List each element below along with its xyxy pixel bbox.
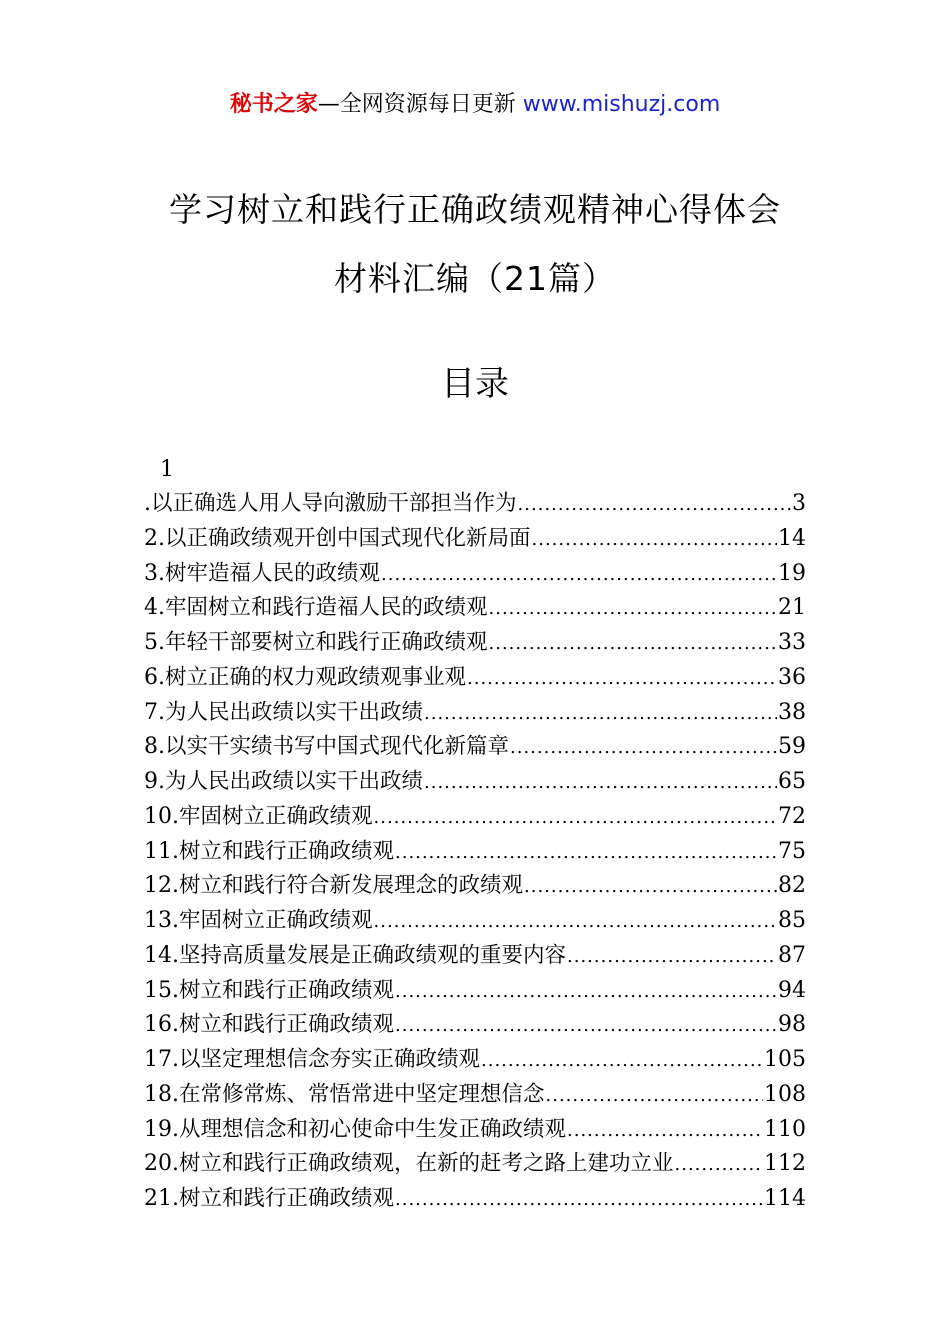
toc-entry-page: 105 bbox=[764, 1047, 806, 1072]
toc-leader-dots bbox=[374, 905, 777, 939]
toc-entry-number: 5. bbox=[144, 630, 165, 655]
toc-entry[interactable] bbox=[144, 1113, 806, 1148]
toc-entry-number: 17. bbox=[144, 1047, 179, 1072]
toc-entry[interactable] bbox=[144, 939, 806, 974]
site-header bbox=[0, 88, 950, 122]
toc-entry[interactable] bbox=[144, 487, 806, 522]
toc-leader-dots bbox=[467, 662, 777, 696]
toc-entry[interactable] bbox=[144, 626, 806, 661]
toc-entry-number: 3. bbox=[144, 560, 165, 586]
toc-entry[interactable] bbox=[144, 869, 806, 904]
toc-leader-dots bbox=[524, 870, 777, 904]
brand-name: 秘书之家 bbox=[229, 92, 318, 117]
toc-leader-dots bbox=[546, 1079, 763, 1113]
toc-leader-dots bbox=[489, 592, 777, 626]
toc-heading: 目录 bbox=[441, 364, 509, 404]
toc-entry[interactable] bbox=[144, 730, 806, 765]
document-title-line-1: 学习树立和践行正确政绩观精神心得体会 bbox=[169, 190, 781, 229]
toc-leader-dots bbox=[567, 940, 777, 974]
toc-entry-page: 75 bbox=[778, 838, 806, 864]
toc-entry-title: 以正确选人用人导向激励干部担当作为 bbox=[151, 491, 517, 516]
toc-entry-page: 14 bbox=[778, 525, 806, 551]
toc-leader-dots bbox=[567, 1114, 763, 1148]
toc-entry-page: 114 bbox=[764, 1186, 806, 1211]
toc-entry[interactable] bbox=[144, 661, 806, 696]
toc-leader-dots bbox=[374, 801, 777, 835]
toc-entry-title: 牢固树立正确政绩观 bbox=[179, 803, 373, 829]
toc-entry-title: 从理想信念和初心使命中生发正确政绩观 bbox=[179, 1116, 567, 1142]
header-tagline: —全网资源每日更新 bbox=[317, 92, 523, 117]
toc-entry-number: 21. bbox=[144, 1186, 179, 1211]
toc-entry-page: 65 bbox=[778, 769, 806, 794]
toc-entry-page: 59 bbox=[778, 734, 806, 760]
toc-entry[interactable] bbox=[144, 1008, 806, 1043]
toc-entry-page: 85 bbox=[778, 908, 806, 933]
toc-entry-page: 98 bbox=[778, 1012, 806, 1038]
toc-entry[interactable] bbox=[144, 1182, 806, 1217]
toc-entry-number: 7. bbox=[144, 699, 165, 725]
toc-entry-title: 以坚定理想信念夯实正确政绩观 bbox=[179, 1047, 481, 1072]
toc-leader-dots bbox=[395, 836, 777, 870]
toc-entry-title: 为人民出政绩以实干出政绩 bbox=[165, 699, 424, 725]
toc-leader-dots bbox=[424, 697, 777, 731]
toc-entry-page: 72 bbox=[778, 803, 806, 829]
toc-entry[interactable] bbox=[144, 974, 806, 1009]
table-of-contents bbox=[144, 487, 806, 1217]
toc-leader-dots bbox=[489, 627, 777, 661]
toc-leader-dots bbox=[395, 975, 777, 1009]
toc-leader-dots bbox=[675, 1148, 763, 1182]
toc-entry-title: 树立和践行符合新发展理念的政绩观 bbox=[179, 873, 524, 899]
toc-entry-title: 树立正确的权力观政绩观事业观 bbox=[165, 664, 467, 690]
toc-entry[interactable] bbox=[144, 835, 806, 870]
toc-entry-page: 110 bbox=[764, 1116, 806, 1142]
toc-entry-number: 16. bbox=[144, 1012, 179, 1038]
toc-leader-dots bbox=[395, 1009, 777, 1043]
toc-entry-number: 19. bbox=[144, 1116, 179, 1142]
toc-entry-page: 108 bbox=[764, 1081, 806, 1107]
toc-leader-dots bbox=[395, 1183, 763, 1217]
toc-entry[interactable] bbox=[144, 1043, 806, 1078]
toc-entry-page: 21 bbox=[778, 595, 806, 621]
toc-entry-number: 12. bbox=[144, 873, 179, 899]
toc-entry[interactable] bbox=[144, 522, 806, 557]
toc-entry-page: 33 bbox=[778, 630, 806, 655]
toc-entry-number: . bbox=[144, 491, 151, 516]
toc-entry-page: 82 bbox=[778, 873, 806, 899]
toc-leader-dots bbox=[381, 558, 777, 592]
toc-entry-title: 树牢造福人民的政绩观 bbox=[165, 560, 381, 586]
document-title-line-2: 材料汇编（21篇） bbox=[334, 259, 616, 298]
toc-entry[interactable] bbox=[144, 765, 806, 800]
toc-entry-number: 2. bbox=[144, 525, 165, 551]
toc-entry-number: 9. bbox=[144, 769, 165, 794]
toc-entry-page: 3 bbox=[792, 491, 806, 516]
toc-entry-page: 87 bbox=[778, 942, 806, 968]
toc-entry-title: 树立和践行正确政绩观，在新的赶考之路上建功立业 bbox=[179, 1151, 674, 1177]
toc-entry-number: 10. bbox=[144, 803, 179, 829]
toc-entry-number: 15. bbox=[144, 977, 179, 1003]
toc-entry-page: 94 bbox=[778, 977, 806, 1003]
toc-entry-title: 树立和践行正确政绩观 bbox=[179, 1186, 395, 1211]
toc-entry[interactable] bbox=[144, 1078, 806, 1113]
toc-leader-dots bbox=[510, 731, 777, 765]
toc-entry-title: 坚持高质量发展是正确政绩观的重要内容 bbox=[179, 942, 567, 968]
toc-entry-page: 19 bbox=[778, 560, 806, 586]
toc-entry-page: 36 bbox=[778, 664, 806, 690]
toc-entry-title: 树立和践行正确政绩观 bbox=[179, 838, 395, 864]
toc-entry[interactable] bbox=[144, 904, 806, 939]
toc-entry-number: 6. bbox=[144, 664, 165, 690]
toc-entry[interactable] bbox=[144, 696, 806, 731]
toc-entry-title: 树立和践行正确政绩观 bbox=[179, 977, 395, 1003]
toc-entry[interactable] bbox=[144, 591, 806, 626]
toc-entry-page: 38 bbox=[778, 699, 806, 725]
toc-entry-title: 在常修常炼、常悟常进中坚定理想信念 bbox=[179, 1081, 545, 1107]
toc-entry[interactable] bbox=[144, 1147, 806, 1182]
toc-entry-title: 树立和践行正确政绩观 bbox=[179, 1012, 395, 1038]
toc-entry-title: 牢固树立正确政绩观 bbox=[179, 908, 373, 933]
toc-entry-title: 以实干实绩书写中国式现代化新篇章 bbox=[165, 734, 510, 760]
toc-leader-dots bbox=[424, 766, 777, 800]
toc-entry-title: 牢固树立和践行造福人民的政绩观 bbox=[165, 595, 488, 621]
toc-first-entry-number: 1 bbox=[160, 457, 174, 482]
toc-entry[interactable] bbox=[144, 800, 806, 835]
toc-entry-number: 20. bbox=[144, 1151, 179, 1177]
toc-leader-dots bbox=[518, 488, 791, 522]
toc-entry-title: 为人民出政绩以实干出政绩 bbox=[165, 769, 424, 794]
toc-entry-number: 8. bbox=[144, 734, 165, 760]
toc-entry-number: 4. bbox=[144, 595, 165, 621]
toc-entry[interactable] bbox=[144, 557, 806, 592]
toc-entry-number: 13. bbox=[144, 908, 179, 933]
toc-entry-number: 11. bbox=[144, 838, 179, 864]
toc-entry-number: 18. bbox=[144, 1081, 179, 1107]
toc-entry-number: 14. bbox=[144, 942, 179, 968]
site-url-link[interactable]: www.mishuzj.com bbox=[522, 92, 721, 117]
toc-entry-title: 年轻干部要树立和践行正确政绩观 bbox=[165, 630, 488, 655]
toc-entry-title: 以正确政绩观开创中国式现代化新局面 bbox=[165, 525, 531, 551]
toc-leader-dots bbox=[532, 523, 777, 557]
toc-leader-dots bbox=[481, 1044, 763, 1078]
toc-entry-page: 112 bbox=[764, 1151, 806, 1177]
